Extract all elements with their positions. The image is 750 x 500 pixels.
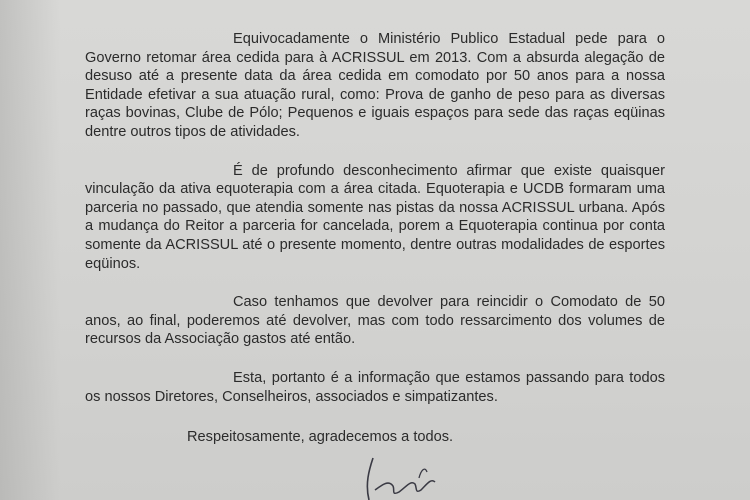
paragraph-3: [85, 293, 665, 349]
document-body: [85, 30, 665, 447]
paragraph-1: [85, 30, 665, 142]
page-shadow: [0, 0, 60, 500]
paragraph-2-text: É de profundo desconhecimento afirmar que existe quaisquer vinculação da ativa equoterapia com a área citada. Equoterapia e UCDB formaram uma parceria no passado, que atendia somente nas pistas da nossa ACRISSUL urbana. Após a mudança do Reitor a parceria for cancelada, porem a Equoterapia continua por conta somente da ACRISSUL até o presente momento, dentre outras modalidades de esportes eqüinos.: [85, 162, 665, 272]
paragraph-1-text: Equivocadamente o Ministério Publico Estadual pede para o Governo retomar área cedida para à ACRISSUL em 2013. Com a absurda alegação de desuso até a presente data da área cedida em comodato por 50 anos para a nossa Entidade efetivar a sua atuação rural, como: Prova de ganho de peso para as diversas raças bovinas, Clube de Pólo; Pequenos e iguais espaços para sede das raças eqüinas dentre outros tipos de atividades.: [85, 31, 665, 140]
paragraph-2: [85, 162, 665, 274]
closing-line: Respeitosamente, agradecemos a todos.: [187, 429, 454, 446]
paragraph-4: [85, 369, 665, 406]
paragraph-3-text: Caso tenhamos que devolver para reincidir o Comodato de 50 anos, ao final, poderemos até devolver, mas com todo ressarcimento dos volumes de recursos da Associação gastos até então.: [85, 294, 665, 348]
signature-mark: [355, 450, 475, 500]
paragraph-4-text: Esta, portanto é a informação que estamos passando para todos os nossos Diretores, Conselheiros, associados e simpatizantes.: [85, 369, 665, 405]
